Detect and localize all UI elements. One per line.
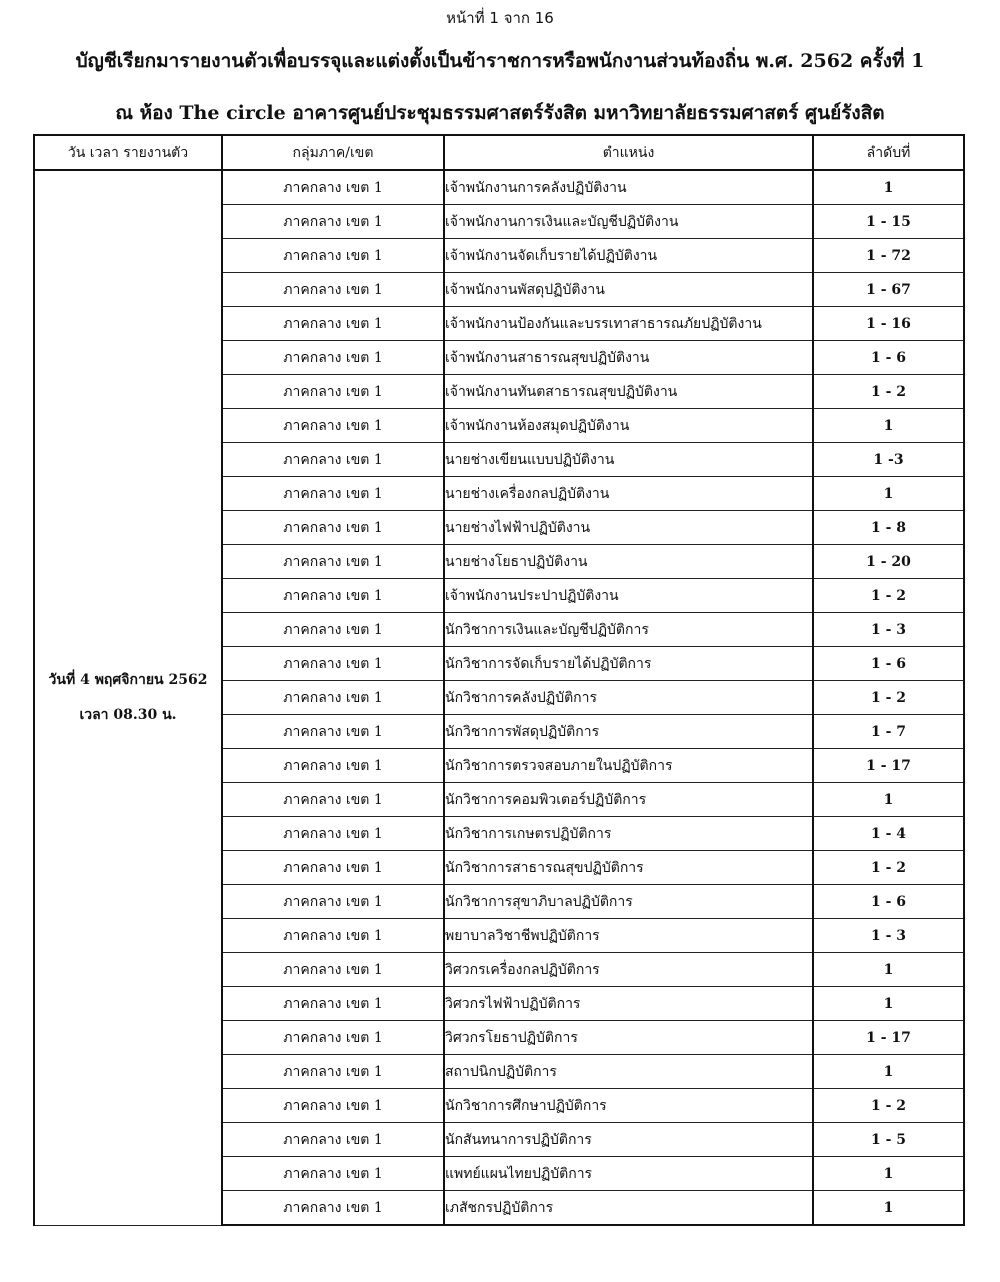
position-cell: วิศวกรโยธาปฏิบัติการ	[444, 1021, 813, 1055]
rank-cell: 1 - 5	[813, 1123, 964, 1157]
header-rank: ลำดับที่	[813, 135, 964, 170]
rank-cell: 1 - 2	[813, 375, 964, 409]
rank-cell: 1 - 6	[813, 341, 964, 375]
page-number: หน้าที่ 1 จาก 16	[446, 9, 554, 27]
zone-cell: ภาคกลาง เขต 1	[222, 749, 444, 783]
position-cell: นักวิชาการสาธารณสุขปฏิบัติการ	[444, 851, 813, 885]
zone-cell: ภาคกลาง เขต 1	[222, 987, 444, 1021]
table-body	[34, 170, 964, 1225]
position-cell: นักวิชาการจัดเก็บรายได้ปฏิบัติการ	[444, 647, 813, 681]
rank-cell: 1 - 17	[813, 749, 964, 783]
position-cell: นักวิชาการพัสดุปฏิบัติการ	[444, 715, 813, 749]
zone-cell: ภาคกลาง เขต 1	[222, 375, 444, 409]
zone-cell: ภาคกลาง เขต 1	[222, 1021, 444, 1055]
position-cell: เจ้าพนักงานจัดเก็บรายได้ปฏิบัติงาน	[444, 239, 813, 273]
rank-cell: 1	[813, 477, 964, 511]
zone-cell: ภาคกลาง เขต 1	[222, 307, 444, 341]
rank-cell: 1	[813, 170, 964, 205]
zone-cell: ภาคกลาง เขต 1	[222, 919, 444, 953]
rank-cell: 1 - 17	[813, 1021, 964, 1055]
zone-cell: ภาคกลาง เขต 1	[222, 715, 444, 749]
rank-cell: 1 - 2	[813, 681, 964, 715]
zone-cell: ภาคกลาง เขต 1	[222, 1157, 444, 1191]
zone-cell: ภาคกลาง เขต 1	[222, 477, 444, 511]
position-cell: เภสัชกรปฏิบัติการ	[444, 1191, 813, 1226]
position-cell: นักวิชาการสุขาภิบาลปฏิบัติการ	[444, 885, 813, 919]
zone-cell: ภาคกลาง เขต 1	[222, 613, 444, 647]
rank-cell: 1	[813, 409, 964, 443]
rank-cell: 1	[813, 1055, 964, 1089]
zone-cell: ภาคกลาง เขต 1	[222, 511, 444, 545]
zone-cell: ภาคกลาง เขต 1	[222, 953, 444, 987]
report-time: เวลา 08.30 น.	[79, 706, 177, 723]
document-subtitle-venue: ณ ห้อง The circle อาคารศูนย์ประชุมธรรมศาสตร์รังสิต มหาวิทยาลัยธรรมศาสตร์ ศูนย์รังสิต	[115, 102, 885, 124]
zone-cell: ภาคกลาง เขต 1	[222, 1191, 444, 1226]
zone-cell: ภาคกลาง เขต 1	[222, 341, 444, 375]
position-cell: พยาบาลวิชาชีพปฏิบัติการ	[444, 919, 813, 953]
rank-cell: 1 - 4	[813, 817, 964, 851]
table-row	[34, 170, 964, 205]
zone-cell: ภาคกลาง เขต 1	[222, 409, 444, 443]
position-cell: เจ้าพนักงานทันตสาธารณสุขปฏิบัติงาน	[444, 375, 813, 409]
header-zone: กลุ่มภาค/เขต	[222, 135, 444, 170]
zone-cell: ภาคกลาง เขต 1	[222, 1123, 444, 1157]
position-cell: นายช่างเขียนแบบปฏิบัติงาน	[444, 443, 813, 477]
position-cell: นายช่างเครื่องกลปฏิบัติงาน	[444, 477, 813, 511]
rank-cell: 1 - 2	[813, 579, 964, 613]
position-cell: นักวิชาการคอมพิวเตอร์ปฏิบัติการ	[444, 783, 813, 817]
table-header-row	[34, 135, 964, 170]
zone-cell: ภาคกลาง เขต 1	[222, 681, 444, 715]
zone-cell: ภาคกลาง เขต 1	[222, 885, 444, 919]
rank-cell: 1 - 20	[813, 545, 964, 579]
rank-cell: 1	[813, 987, 964, 1021]
document-title: บัญชีเรียกมารายงานตัวเพื่อบรรจุและแต่งตั้งเป็นข้าราชการหรือพนักงานส่วนท้องถิ่น พ.ศ. 2562 ครั้งที่ 1	[75, 50, 925, 72]
rank-cell: 1 - 3	[813, 613, 964, 647]
position-cell: เจ้าพนักงานป้องกันและบรรเทาสาธารณภัยปฏิบัติงาน	[444, 307, 813, 341]
zone-cell: ภาคกลาง เขต 1	[222, 443, 444, 477]
rank-cell: 1 - 7	[813, 715, 964, 749]
zone-cell: ภาคกลาง เขต 1	[222, 783, 444, 817]
rank-cell: 1 - 2	[813, 1089, 964, 1123]
rank-cell: 1 - 8	[813, 511, 964, 545]
rank-cell: 1	[813, 1191, 964, 1226]
position-cell: นักวิชาการเกษตรปฏิบัติการ	[444, 817, 813, 851]
position-cell: วิศวกรเครื่องกลปฏิบัติการ	[444, 953, 813, 987]
rank-cell: 1 - 15	[813, 205, 964, 239]
header-position: ตำแหน่ง	[444, 135, 813, 170]
zone-cell: ภาคกลาง เขต 1	[222, 579, 444, 613]
zone-cell: ภาคกลาง เขต 1	[222, 239, 444, 273]
position-cell: นักวิชาการศึกษาปฏิบัติการ	[444, 1089, 813, 1123]
zone-cell: ภาคกลาง เขต 1	[222, 170, 444, 205]
rank-cell: 1 - 6	[813, 647, 964, 681]
position-cell: แพทย์แผนไทยปฏิบัติการ	[444, 1157, 813, 1191]
report-date: วันที่ 4 พฤศจิกายน 2562	[48, 671, 208, 688]
header-date-time: วัน เวลา รายงานตัว	[34, 135, 222, 170]
rank-cell: 1 - 3	[813, 919, 964, 953]
position-cell: นักสันทนาการปฏิบัติการ	[444, 1123, 813, 1157]
position-cell: เจ้าพนักงานการเงินและบัญชีปฏิบัติงาน	[444, 205, 813, 239]
rank-cell: 1 -3	[813, 443, 964, 477]
rank-cell: 1 - 72	[813, 239, 964, 273]
zone-cell: ภาคกลาง เขต 1	[222, 205, 444, 239]
position-cell: นายช่างไฟฟ้าปฏิบัติงาน	[444, 511, 813, 545]
rank-cell: 1 - 6	[813, 885, 964, 919]
rank-cell: 1	[813, 1157, 964, 1191]
position-cell: เจ้าพนักงานสาธารณสุขปฏิบัติงาน	[444, 341, 813, 375]
position-cell: นายช่างโยธาปฏิบัติงาน	[444, 545, 813, 579]
position-cell: เจ้าพนักงานประปาปฏิบัติงาน	[444, 579, 813, 613]
zone-cell: ภาคกลาง เขต 1	[222, 545, 444, 579]
position-cell: เจ้าพนักงานการคลังปฏิบัติงาน	[444, 170, 813, 205]
zone-cell: ภาคกลาง เขต 1	[222, 817, 444, 851]
zone-cell: ภาคกลาง เขต 1	[222, 1089, 444, 1123]
position-cell: วิศวกรไฟฟ้าปฏิบัติการ	[444, 987, 813, 1021]
position-cell: เจ้าพนักงานห้องสมุดปฏิบัติงาน	[444, 409, 813, 443]
report-date-time-cell	[34, 170, 222, 1225]
position-cell: นักวิชาการคลังปฏิบัติการ	[444, 681, 813, 715]
rank-cell: 1 - 2	[813, 851, 964, 885]
report-schedule-table	[33, 134, 965, 1226]
zone-cell: ภาคกลาง เขต 1	[222, 273, 444, 307]
rank-cell: 1	[813, 783, 964, 817]
rank-cell: 1	[813, 953, 964, 987]
position-cell: สถาปนิกปฏิบัติการ	[444, 1055, 813, 1089]
zone-cell: ภาคกลาง เขต 1	[222, 851, 444, 885]
zone-cell: ภาคกลาง เขต 1	[222, 1055, 444, 1089]
position-cell: เจ้าพนักงานพัสดุปฏิบัติงาน	[444, 273, 813, 307]
zone-cell: ภาคกลาง เขต 1	[222, 647, 444, 681]
rank-cell: 1 - 67	[813, 273, 964, 307]
rank-cell: 1 - 16	[813, 307, 964, 341]
position-cell: นักวิชาการเงินและบัญชีปฏิบัติการ	[444, 613, 813, 647]
position-cell: นักวิชาการตรวจสอบภายในปฏิบัติการ	[444, 749, 813, 783]
